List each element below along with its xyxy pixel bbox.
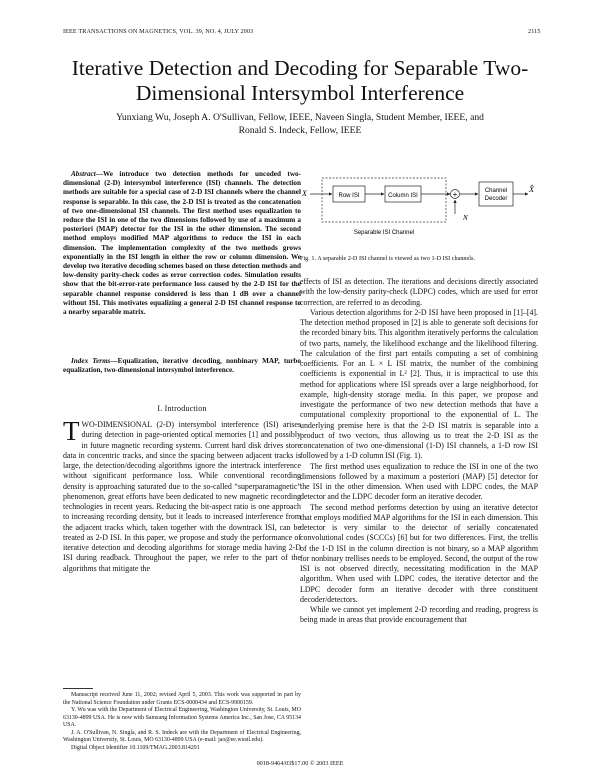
sum-symbol: + [452,190,458,199]
right-paragraph-1: effects of ISI as detection. The iterations and decisions directly associated with the low-density parity-check (LDPC) codes, which are used for error correction, are referred to as decoding. [300,277,538,307]
figure-1-diagram [300,170,538,240]
abstract-label: Abstract [71,170,96,178]
running-header: IEEE TRANSACTIONS ON MAGNETICS, VOL. 39, NO. 4, JULY 2003 [63,28,254,35]
channel-decoder-label-2: Decoder [484,196,508,202]
author-list [40,112,560,137]
index-terms-label: Index Terms [71,357,111,365]
copyright-line: 0018-9464/03$17.00 © 2003 IEEE [256,760,344,767]
footnote-doi: Digital Object Identifier 10.1109/TMAG.2003.814291 [71,744,200,751]
footnote-others: J. A. O'Sullivan, N. Singla, and R. S. Indeck are with the Department of Electrical Engineering, Washington University, St. Louis, MO 63130-4899 USA (e-mail: jao@ee.wustl.edu). [63,729,301,743]
right-paragraph-3: The first method uses equalization to reduce the ISI in one of the two dimensions followed by a maximum a posteriori (MAP) [5] detector for the ISI in the other dimension. When used with LDPC codes, the MAP detector and the LDPC decoder form an iterative decoder. [300,461,538,502]
figure-1-caption: Fig. 1. A separable 2-D ISI channel is viewed as two 1-D ISI channels. [300,255,475,262]
abstract: Abstract—We introduce two detection methods for uncoded two-dimensional (2-D) intersymbol interference (ISI) channels. The detection methods are suitable for a special case of 2-D ISI channels where the channel response is separable. In this case, the 2-D ISI is treated as the concatenation of two one-dimensional ISI channels. The first method uses equalization to reduce the ISI in one of the two dimensions followed by use of a maximum a posteriori (MAP) detector for the ISI in the other dimension. The second method employs modified MAP algorithms to reduce the ISI in each dimension. The implementation complexity of the two methods grows exponentially in the ISI length in either the row or column dimension. We develop two iterative decoding schemes based on these detection methods and low-density parity-check codes as error correction codes. Simulation results show that the bit-error-rate performance loss caused by the 2-D ISI for the separable channel response considered is less than 1 dB over a channel without ISI. This motivates equalizing a general 2-D ISI channel response to a nearby separable matrix. [63,170,301,317]
index-terms-text: Equalization, iterative decoding, nonbinary MAP, turbo equalization, two-dimensional intersymbol interference. [63,357,302,375]
author-line-1: Yunxiang Wu, Joseph A. O'Sullivan, Fellow, IEEE, Naveen Singla, Student Member, IEEE, and [116,112,484,123]
index-terms: Index Terms—Equalization, iterative decoding, nonbinary MAP, turbo equalization, two-dimensional intersymbol interference. [63,357,302,375]
right-paragraph-2: Various detection algorithms for 2-D ISI have been proposed in [1]–[4]. The detection method proposed in [2] is able to generate soft decisions for the recorded binary bits. This algorithm iteratively performs the calculation of two parts, namely, the likelihood exchange and the likelihood filtering. The calculation of the first part entails computing a set of combining coefficients. For an L × L ISI matrix, the number of the combining coefficients is exponential in L² [2]. Thus, it is impractical to use this method for applications where ISI spreads over a large neighborhood, for example, high-density storage media. In this paper, we propose and investigate the performance of two new detection methods that have a computational complexity proportional to the exponential of L. The underlying premise here is that the 2-D ISI matrix is separable into a product of two vectors, thus allowing us to treat the 2-D ISI as the concatenation of two one-dimensional (1-D) ISI channels, a 1-D row ISI followed by a 1-D column ISI (Fig. 1). [300,307,538,461]
intro-paragraph [63,416,301,574]
drop-cap: T [63,416,80,446]
separable-channel-label: Separable ISI Channel [353,230,415,236]
right-paragraph-4: The second method performs detection by using an iterative detector that employs modified MAP algorithms for the ISI in each dimension. This detector is very similar to the detector of serially concatenated convolutional codes (SCCCs) [6] but for two differences. First, the trellis of the 1-D ISI in the column direction is not binary, so a MAP algorithm for nonbinary trellises needs to be employed. Second, the output of the row ISI is not observed directly, necessitating modification in the MAP algorithm. When used with LDPC codes, the iterative detector and the LDPC decoder form an iterative decoder with three constituent decoder/detectors. [300,502,538,604]
footnotes [63,692,301,752]
column-isi-label: Column ISI [388,193,418,199]
channel-decoder-label-1: Channel [484,188,508,194]
output-label: X̂ [529,185,534,194]
row-isi-label: Row ISI [338,193,360,199]
page-number: 2115 [528,28,541,35]
footnote-divider [63,688,93,689]
footnote-wu: Y. Wu was with the Department of Electrical Engineering, Washington University, St. Louis, MO 63130-4899 USA. He is now with Samsung Information Systems America Inc., San Jose, CA 95134 USA. [63,707,301,728]
right-paragraph-5: While we cannot yet implement 2-D recording and reading, progress is being made in areas that provide encouragement that [300,605,538,625]
abstract-text: We introduce two detection methods for uncoded two-dimensional (2-D) intersymbol interference (ISI) channels. The detection methods are suitable for a special case of 2-D ISI channels where the channel response is separable. In this case, the 2-D ISI is treated as the concatenation of two one-dimensional ISI channels. The first method uses equalization to reduce the ISI in one of the two dimensions followed by use of a maximum a posteriori (MAP) detector for the ISI in the other dimension. The second method employs modified MAP algorithms to reduce the ISI in each dimension. The implementation complexity of the two methods grows exponentially in the ISI length in either the row or column dimension. We develop two iterative decoding schemes based on these detection methods and low-density parity-check codes as error correction codes. Simulation results show that the bit-error-rate performance loss caused by the 2-D ISI for the separable channel response considered is less than 1 dB over a channel without ISI. This motivates equalizing a general 2-D ISI channel response to a nearby separable matrix. [63,170,301,317]
footnote-received: Manuscript received June 11, 2002; revised April 5, 2003. This work was supported in part by the National Science Foundation under Grants ECS-0000434 and ECS-9900159. [63,692,301,706]
paper-title: Iterative Detection and Decoding for Separable Two-Dimensional Intersymbol Interference [71,56,529,105]
author-line-2: Ronald S. Indeck, Fellow, IEEE [238,124,362,136]
intro-paragraph-text: WO-DIMENSIONAL (2-D) intersymbol interference (ISI) arises during detection in page-oriented optical memories [1] and possibly in future magnetic recording systems. Current hard disk drives store data in concentric tracks, and since the spacing between adjacent tracks is large, the detection/decoding algorithms ignore the intertrack interference without significant performance loss. While conventional recording density is approaching saturated due to the so-called “superparamagnetic” phenomenon, great efforts have been dedicated to new magnetic recording technologies in recent years. Reducing the bit-aspect ratio is one approach to increasing recording density, but it leads to increased interference from the adjacent tracks which, taken together with the downtrack ISI, can be treated as 2-D ISI. In this paper, we propose and study the performance of iterative detection and decoding algorithms for storage media having 2-D ISI during readback. Throughout the paper, we refer to the part of the algorithms that mitigate the [63,420,301,573]
channel-decoder-block [479,182,513,206]
noise-label: N [463,214,468,222]
input-label: X [302,189,307,198]
right-column-text [300,277,538,626]
section-heading: I. Introduction [157,404,207,413]
